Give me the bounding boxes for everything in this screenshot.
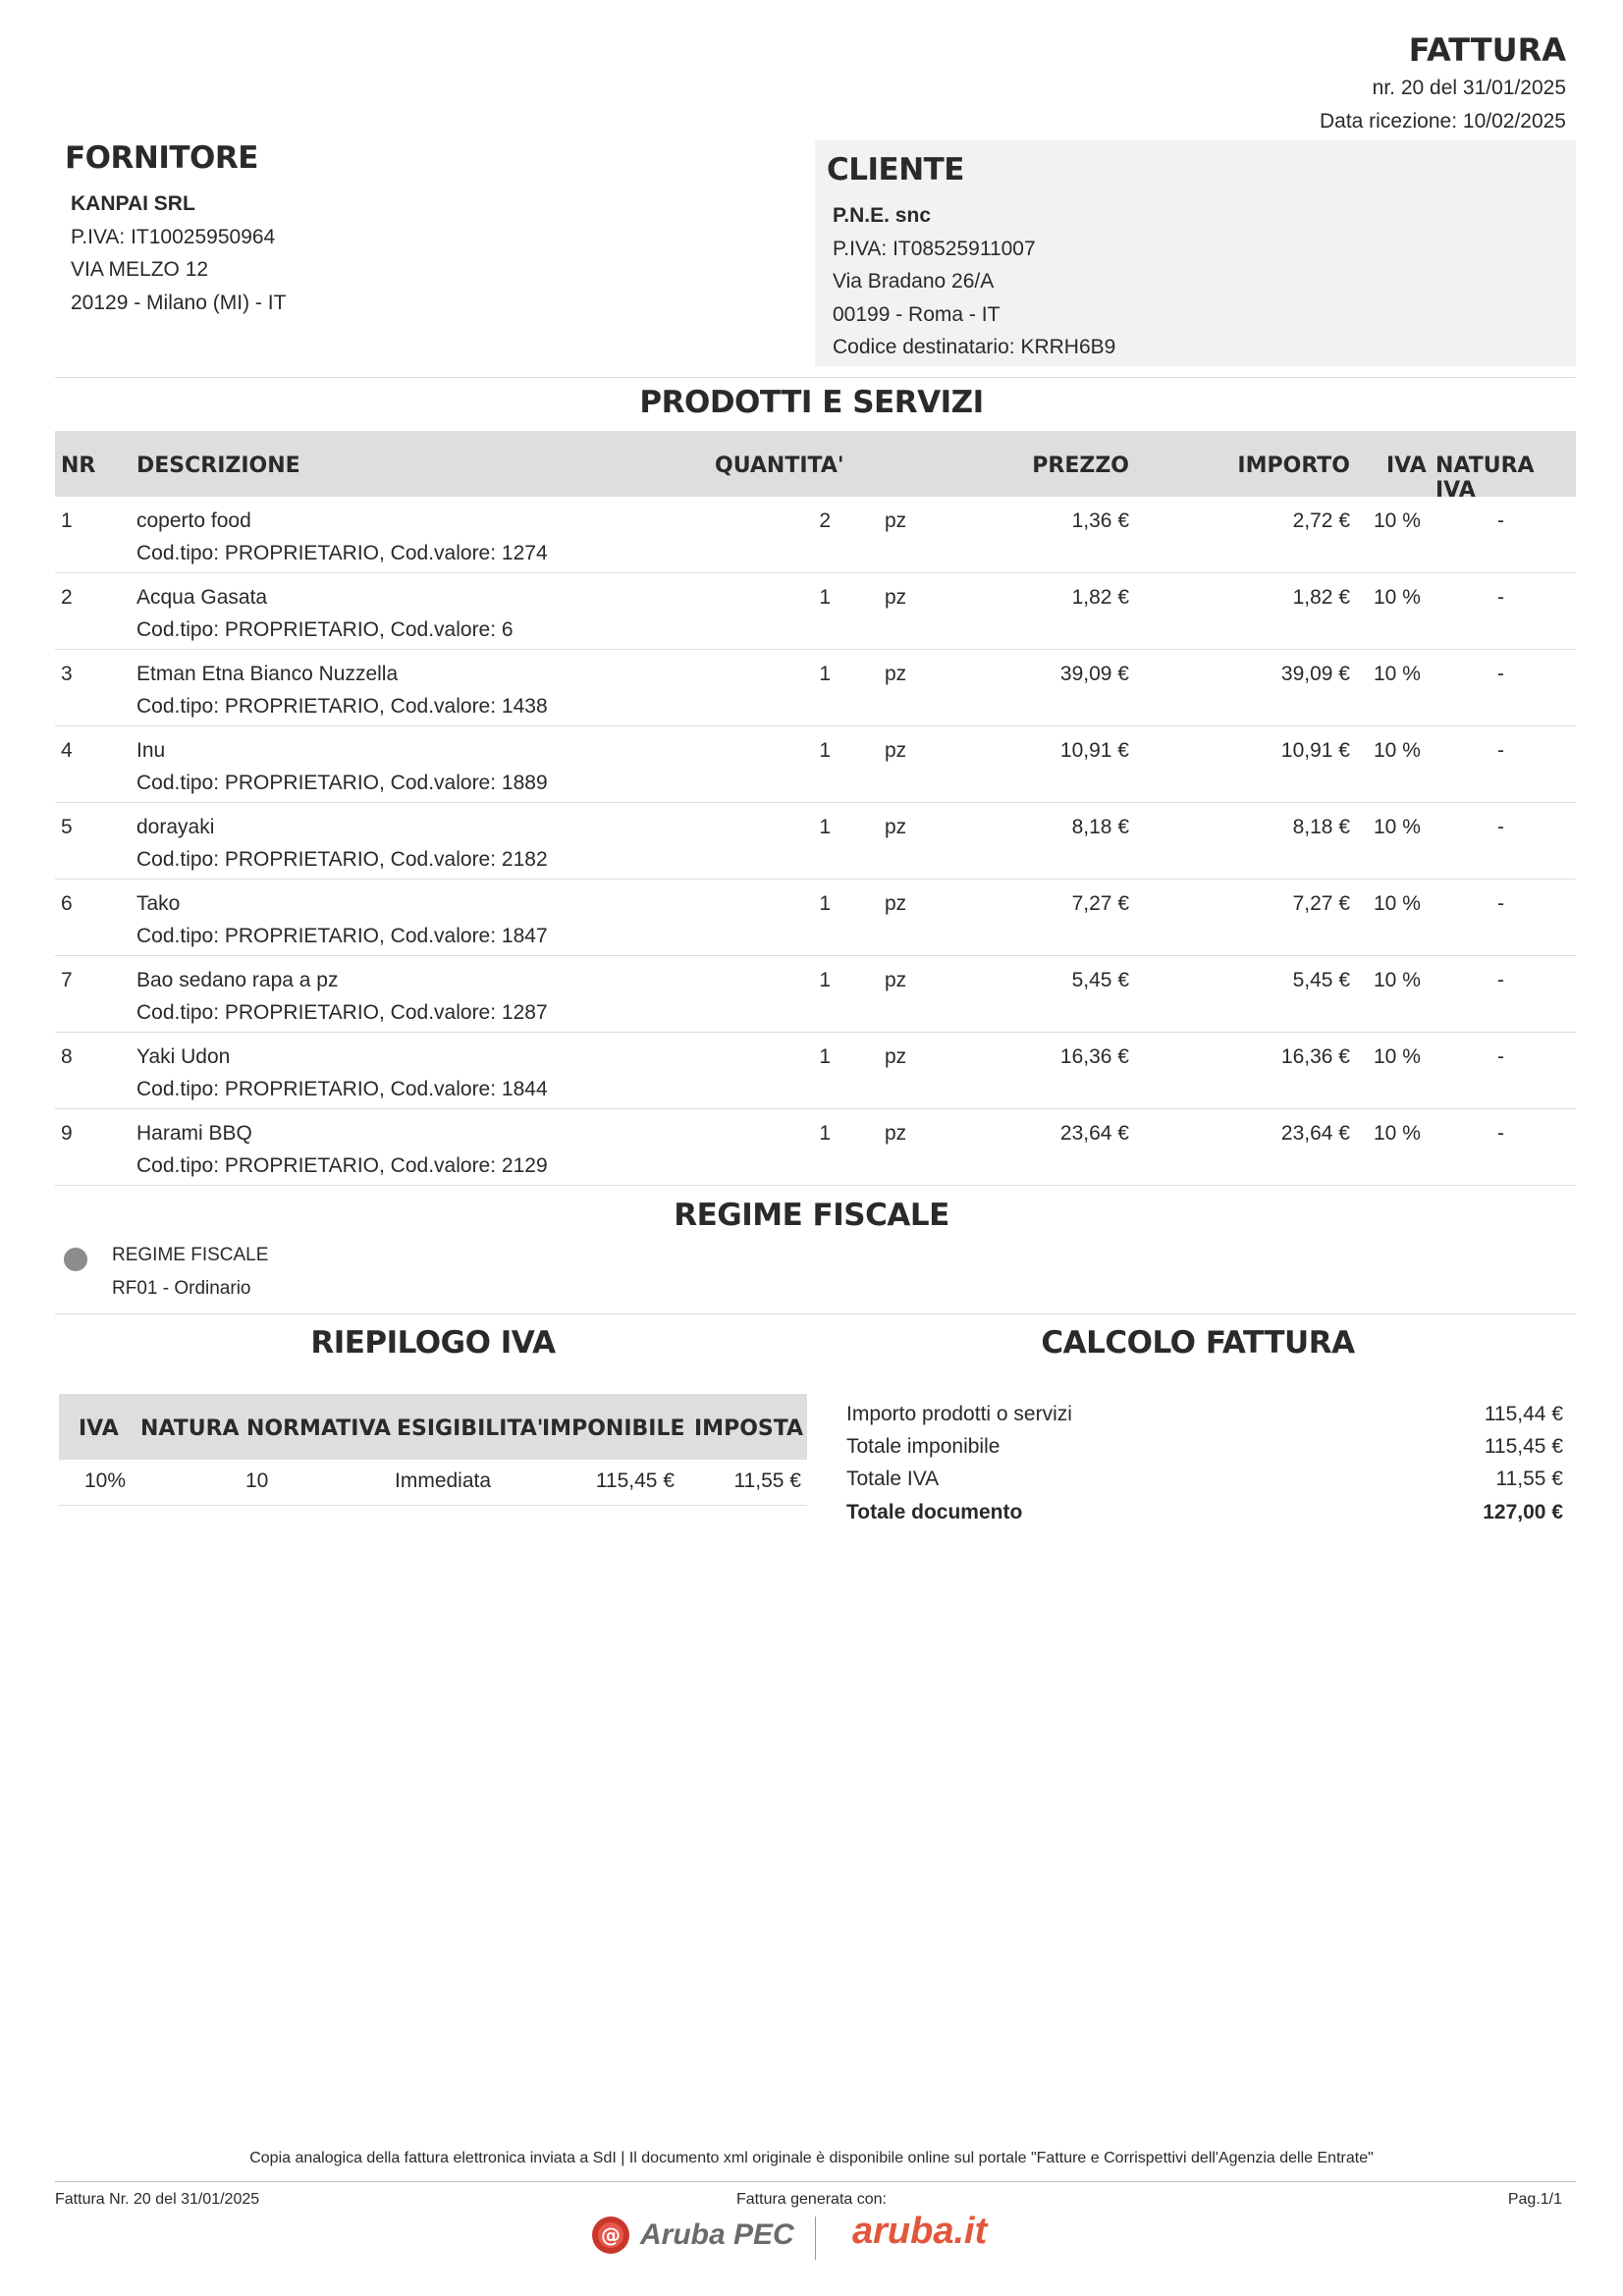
row-number: 8 (61, 1045, 73, 1068)
vat-summary-header (59, 1394, 807, 1460)
products-table-body (55, 497, 1576, 1186)
row-amount: 1,82 € (1292, 586, 1350, 609)
row-vat: 10 % (1374, 816, 1421, 838)
row-code: Cod.tipo: PROPRIETARIO, Cod.valore: 1889 (136, 772, 548, 794)
col-quantity: QUANTITA' (715, 454, 844, 478)
row-amount: 7,27 € (1292, 892, 1350, 915)
row-quantity: 2 (819, 509, 831, 532)
client-city: 00199 - Roma - IT (833, 302, 1001, 326)
row-quantity: 1 (819, 1045, 831, 1068)
products-table (55, 431, 1576, 1186)
table-row (59, 1460, 807, 1506)
vat-col-imponibile: IMPONIBILE (542, 1416, 685, 1441)
logo-divider (815, 2216, 816, 2260)
vat-summary-title: RIEPILOGO IVA (310, 1325, 556, 1361)
row-number: 6 (61, 892, 73, 915)
row-price: 1,82 € (1071, 586, 1129, 609)
bullet-icon (64, 1248, 87, 1271)
row-description: Harami BBQ (136, 1122, 252, 1145)
document-number: nr. 20 del 31/01/2025 (1372, 77, 1566, 99)
received-date: Data ricezione: 10/02/2025 (1319, 110, 1566, 133)
row-vat: 10 % (1374, 969, 1421, 991)
supplier-block (55, 140, 801, 319)
row-price: 8,18 € (1071, 816, 1129, 838)
row-unit: pz (885, 663, 907, 685)
calc-value: 127,00 € (1483, 1501, 1563, 1523)
row-unit: pz (885, 586, 907, 609)
row-vat-nature: - (1497, 969, 1504, 991)
col-nr: NR (61, 454, 96, 478)
client-recipient-code: Codice destinatario: KRRH6B9 (833, 336, 1116, 358)
col-amount: IMPORTO (1237, 454, 1350, 478)
row-description: Bao sedano rapa a pz (136, 969, 339, 991)
row-vat-nature: - (1497, 892, 1504, 915)
row-description: Yaki Udon (136, 1045, 231, 1068)
footer-note: Copia analogica della fattura elettronica inviata a SdI | Il documento xml originale è disponibile online sul portale "Fatture e Corrispettivi dell'Agenzia delle Entrate" (249, 2150, 1374, 2166)
row-vat: 10 % (1374, 663, 1421, 685)
row-unit: pz (885, 509, 907, 532)
row-vat: 10 % (1374, 586, 1421, 609)
row-description: dorayaki (136, 816, 215, 838)
vat-row-esigibilita: Immediata (395, 1469, 492, 1492)
client-vat: P.IVA: IT08525911007 (833, 237, 1036, 260)
row-unit: pz (885, 892, 907, 915)
row-vat: 10 % (1374, 1122, 1421, 1145)
row-price: 23,64 € (1059, 1122, 1129, 1145)
supplier-address: VIA MELZO 12 (71, 258, 209, 281)
table-row (55, 497, 1576, 573)
calc-value: 11,55 € (1495, 1468, 1563, 1490)
row-vat: 10 % (1374, 892, 1421, 915)
row-number: 9 (61, 1122, 73, 1145)
supplier-name: KANPAI SRL (71, 192, 195, 215)
row-description: Acqua Gasata (136, 586, 268, 609)
regime-label: REGIME FISCALE (112, 1245, 269, 1265)
row-vat-nature: - (1497, 1045, 1504, 1068)
client-address: Via Bradano 26/A (833, 270, 995, 293)
table-row (55, 803, 1576, 880)
regime-section-title: REGIME FISCALE (674, 1198, 949, 1233)
row-price: 10,91 € (1059, 739, 1129, 762)
calc-label: Importo prodotti o servizi (846, 1403, 1072, 1425)
row-code: Cod.tipo: PROPRIETARIO, Cod.valore: 1847 (136, 925, 548, 947)
row-description: Tako (136, 892, 181, 915)
row-code: Cod.tipo: PROPRIETARIO, Cod.valore: 2129 (136, 1154, 548, 1177)
row-quantity: 1 (819, 969, 831, 991)
row-code: Cod.tipo: PROPRIETARIO, Cod.valore: 1438 (136, 695, 548, 718)
row-vat-nature: - (1497, 509, 1504, 532)
row-number: 1 (61, 509, 73, 532)
row-quantity: 1 (819, 892, 831, 915)
row-vat: 10 % (1374, 739, 1421, 762)
col-price: PREZZO (1032, 454, 1129, 478)
footer-page-number: Pag.1/1 (1507, 2191, 1562, 2208)
row-number: 3 (61, 663, 73, 685)
row-vat: 10 % (1374, 509, 1421, 532)
vat-row-imposta: 11,55 € (733, 1469, 801, 1492)
row-code: Cod.tipo: PROPRIETARIO, Cod.valore: 2182 (136, 848, 548, 871)
table-row (55, 573, 1576, 650)
row-quantity: 1 (819, 816, 831, 838)
row-vat-nature: - (1497, 586, 1504, 609)
supplier-city: 20129 - Milano (MI) - IT (71, 291, 287, 314)
calc-line-total (846, 1501, 1563, 1524)
vat-col-esigibilita: ESIGIBILITA' (397, 1416, 544, 1441)
row-price: 7,27 € (1071, 892, 1129, 915)
client-name: P.N.E. snc (833, 204, 931, 227)
row-number: 4 (61, 739, 73, 762)
row-number: 7 (61, 969, 73, 991)
aruba-it-logo: aruba.it (852, 2211, 988, 2252)
row-amount: 16,36 € (1280, 1045, 1350, 1068)
calc-line-vat (846, 1468, 1563, 1491)
vat-row-normativa: 10 (245, 1469, 269, 1492)
col-description: DESCRIZIONE (136, 454, 300, 478)
col-vat-nature: NATURA IVA (1435, 454, 1535, 503)
row-number: 5 (61, 816, 73, 838)
row-unit: pz (885, 1045, 907, 1068)
row-code: Cod.tipo: PROPRIETARIO, Cod.valore: 6 (136, 618, 514, 641)
footer-invoice-ref: Fattura Nr. 20 del 31/01/2025 (55, 2191, 260, 2208)
products-section-title: PRODOTTI E SERVIZI (639, 385, 984, 420)
row-code: Cod.tipo: PROPRIETARIO, Cod.valore: 1274 (136, 542, 548, 564)
regime-value: RF01 - Ordinario (112, 1278, 251, 1299)
row-description: Etman Etna Bianco Nuzzella (136, 663, 399, 685)
row-vat-nature: - (1497, 1122, 1504, 1145)
row-quantity: 1 (819, 586, 831, 609)
vat-col-imposta: IMPOSTA (694, 1416, 804, 1441)
row-unit: pz (885, 739, 907, 762)
client-title: CLIENTE (827, 152, 964, 187)
table-row (55, 1109, 1576, 1186)
table-row (55, 880, 1576, 956)
calc-value: 115,44 € (1484, 1403, 1563, 1425)
row-quantity: 1 (819, 1122, 831, 1145)
row-amount: 39,09 € (1280, 663, 1350, 685)
aruba-pec-logo (589, 2214, 794, 2257)
footer-divider (55, 2181, 1576, 2182)
aruba-pec-logo-text: Aruba PEC (640, 2218, 794, 2251)
row-price: 5,45 € (1071, 969, 1129, 991)
row-code: Cod.tipo: PROPRIETARIO, Cod.valore: 1287 (136, 1001, 548, 1024)
row-quantity: 1 (819, 739, 831, 762)
row-price: 39,09 € (1059, 663, 1129, 685)
row-amount: 23,64 € (1280, 1122, 1350, 1145)
col-vat: IVA (1386, 454, 1427, 478)
divider (55, 377, 1576, 378)
row-unit: pz (885, 816, 907, 838)
row-quantity: 1 (819, 663, 831, 685)
vat-col-iva: IVA (79, 1416, 119, 1441)
calc-section-title: CALCOLO FATTURA (1041, 1325, 1355, 1361)
supplier-title: FORNITORE (65, 140, 258, 176)
table-row (55, 650, 1576, 726)
row-amount: 5,45 € (1292, 969, 1350, 991)
calc-line-products (846, 1403, 1563, 1426)
divider (55, 1313, 1576, 1314)
row-vat-nature: - (1497, 739, 1504, 762)
vat-col-normativa: NORMATIVA (246, 1416, 392, 1441)
svg-text:@: @ (601, 2223, 621, 2247)
vat-summary-table (59, 1394, 807, 1506)
products-table-header (55, 431, 1576, 503)
calc-line-taxable (846, 1435, 1563, 1459)
row-number: 2 (61, 586, 73, 609)
row-amount: 10,91 € (1280, 739, 1350, 762)
row-unit: pz (885, 1122, 907, 1145)
calc-label: Totale documento (846, 1501, 1023, 1523)
vat-col-natura: NATURA (140, 1416, 240, 1441)
table-row (55, 726, 1576, 803)
row-code: Cod.tipo: PROPRIETARIO, Cod.valore: 1844 (136, 1078, 548, 1100)
document-title: FATTURA (1408, 31, 1566, 69)
table-row (55, 1033, 1576, 1109)
row-description: Inu (136, 739, 166, 762)
table-row (55, 956, 1576, 1033)
vat-row-iva: 10% (84, 1469, 127, 1492)
row-vat-nature: - (1497, 663, 1504, 685)
aruba-pec-seal-icon (589, 2214, 632, 2257)
row-description: coperto food (136, 509, 251, 532)
row-price: 16,36 € (1059, 1045, 1129, 1068)
footer-generated-with: Fattura generata con: (736, 2191, 887, 2208)
calc-label: Totale imponibile (846, 1435, 1001, 1458)
row-unit: pz (885, 969, 907, 991)
row-vat-nature: - (1497, 816, 1504, 838)
row-price: 1,36 € (1071, 509, 1129, 532)
client-block (815, 140, 1576, 366)
row-vat: 10 % (1374, 1045, 1421, 1068)
supplier-vat: P.IVA: IT10025950964 (71, 225, 276, 248)
calc-label: Totale IVA (846, 1468, 940, 1490)
row-amount: 8,18 € (1292, 816, 1350, 838)
vat-row-imponibile: 115,45 € (595, 1469, 675, 1492)
row-amount: 2,72 € (1292, 509, 1350, 532)
calc-value: 115,45 € (1484, 1435, 1563, 1458)
